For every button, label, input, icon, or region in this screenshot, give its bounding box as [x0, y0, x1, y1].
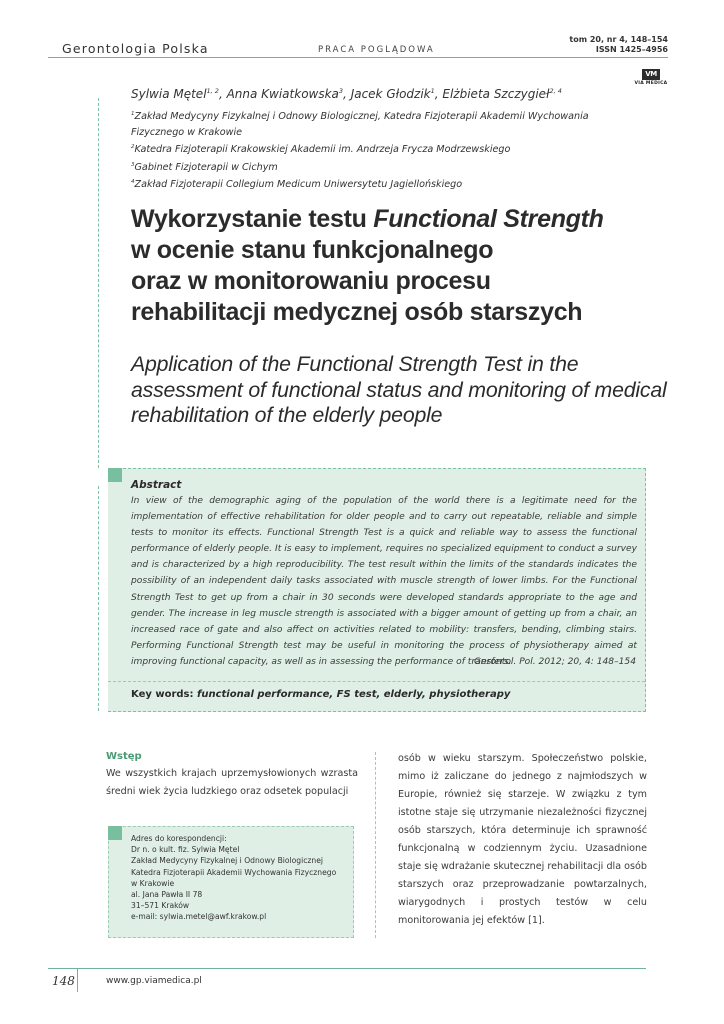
author-affiliation-ref: 2, 4: [549, 87, 562, 95]
title-italic-term: Functional Strength: [373, 205, 604, 233]
affiliation-number: 1: [131, 111, 135, 117]
author-name: Anna Kwiatkowska: [226, 87, 339, 101]
correspondence-line: al. Jana Pawła II 78: [131, 890, 203, 900]
keywords-label: Key words:: [131, 689, 197, 700]
margin-rule-lower: [98, 486, 99, 711]
title-line-1: [131, 204, 691, 235]
author-separator: ,: [434, 87, 443, 101]
body-column-right: osób w wieku starszym. Społeczeństwo polskie, mimo iż zaliczane do jednego z najmłodszych w Europie, również się starzeje. W związku z tym istotne staje się utrzymanie niezależności fizycznej osób starszych, która determinuje ich sprawność funkcjonalną w codziennym życiu. Uzasadnione staje się wdrażanie skutecznej rehabilitacji dla osób starszych oraz przeprowadzanie powtarzalnych, wiarygodnych i prostych testów w celu monitorowania jej efektów [1].: [398, 753, 647, 926]
affiliation: [131, 140, 621, 158]
issue-issn: ISSN 1425–4956: [595, 45, 668, 54]
abstract-citation: Gerontol. Pol. 2012; 20, 4: 148–154: [474, 657, 636, 667]
affiliation-text: Zakład Fizjoterapii Collegium Medicum Uniwersytetu Jagiellońskiego: [134, 179, 463, 191]
correspondence-line[interactable]: e-mail: sylwia.metel@awf.krakow.pl: [131, 912, 267, 922]
title-text: Wykorzystanie testu: [131, 205, 374, 233]
author-separator: ,: [343, 87, 351, 101]
issue-volume: tom 20, nr 4, 148–154: [569, 35, 668, 44]
correspondence-address: [131, 833, 351, 923]
body-column-left: We wszystkich krajach uprzemysłowionych wzrasta średni wiek życia ludzkiego oraz odsetek populacji: [106, 768, 358, 797]
title-line-4: rehabilitacji medycznej osób starszych: [131, 298, 583, 326]
issue-info: [569, 35, 668, 55]
affiliation-number: 3: [131, 161, 135, 168]
publisher-name: VIA MEDICA: [634, 81, 668, 86]
author-affiliation-ref: 1: [430, 87, 435, 95]
correspondence-heading: Adres do korespondencji:: [131, 834, 227, 843]
affiliation: [131, 158, 621, 176]
journal-url[interactable]: www.gp.viamedica.pl: [106, 976, 202, 986]
vm-logo-icon: VM: [642, 69, 660, 80]
page-number: 148: [52, 974, 75, 988]
affiliation-list: [131, 107, 621, 193]
author-affiliation-ref: 1, 2: [206, 87, 219, 95]
affiliation-number: 4: [131, 179, 135, 186]
title-line-3: oraz w monitorowaniu procesu: [131, 267, 491, 295]
margin-rule: [98, 98, 99, 468]
abstract-marker: [108, 468, 122, 482]
author-name: Jacek Głodzik: [350, 87, 431, 101]
title-line-2: w ocenie stanu funkcjonalnego: [131, 236, 494, 264]
header-rule: [48, 57, 668, 58]
article-type: PRACA POGLĄDOWA: [318, 45, 435, 55]
correspondence-line: w Krakowie: [131, 878, 175, 888]
author-affiliation-ref: 3: [338, 87, 344, 95]
footer-rule: [48, 968, 646, 969]
correspondence-line: Zakład Medycyny Fizykalnej i Odnowy Biologicznej: [131, 856, 323, 866]
column-divider: [375, 752, 376, 938]
affiliation-text: Katedra Fizjoterapii Krakowskiej Akademii im. Andrzeja Frycza Modrzewskiego: [134, 144, 511, 156]
abstract-text: In view of the demographic aging of the population of the world there is a legitimate need for the implementation of effective rehabilitation for older people and to carry out repeatable, reliable and simple tests to monitor its effects. Functional Strength Test is a quick and reliable way to assess the functional performance of elderly people. It is easy to implement, requires no specialized equipment to conduct a survey and is characterized by a high reproducibility. The test result within the limits of the standards indicates the possibility of an independent daily tasks associated with muscle strength of lower limbs. For the Functional Strength Test to get up from a chair in 30 seconds were developed standards appropriate to the age and gender. The increase in leg muscle strength is associated with a bigger amount of getting up from a chair, an increased race of gate and also affect on activities related to mobility: transfers, bending, climbing stairs. Performing Functional Strength test may be useful in monitoring the process of physiotherapy aimed at improving functional capacity, as well as in assessing the performance of transfers.: [131, 496, 637, 667]
affiliation: [131, 107, 621, 140]
article-title-english: Application of the Functional Strength Test in the assessment of functional status and monitoring of medical rehabilitation of the elderly people: [131, 352, 667, 427]
correspondence-marker: [108, 826, 122, 840]
author-separator: ,: [218, 87, 227, 101]
correspondence-line: 31–571 Kraków: [131, 901, 190, 911]
correspondence-line: Dr n. o kult. fiz. Sylwia Mętel: [131, 845, 240, 855]
author-name: Sylwia Mętel: [131, 87, 207, 101]
affiliation: [131, 175, 621, 193]
keywords-value: functional performance, FS test, elderly, physiotherapy: [197, 689, 511, 700]
section-heading: Wstęp: [106, 751, 142, 762]
affiliation-text: Zakład Medycyny Fizykalnej i Odnowy Biologicznej, Katedra Fizjoterapii Akademii Wychowania Fizycznego w Krakowie: [131, 111, 589, 138]
correspondence-line: Katedra Fizjoterapii Akademii Wychowania Fizycznego: [131, 867, 337, 877]
article-title-polish: [131, 204, 691, 328]
author-name: Elżbieta Szczygieł: [442, 87, 550, 101]
abstract-heading: Abstract: [131, 479, 182, 491]
affiliation-number: 2: [131, 144, 135, 150]
keywords: [131, 689, 510, 700]
author-list: [131, 87, 562, 101]
journal-name: Gerontologia Polska: [62, 41, 209, 56]
affiliation-text: Gabinet Fizjoterapii w Cichym: [134, 161, 278, 173]
publisher-logo: [634, 61, 668, 86]
footer-divider: [77, 968, 78, 992]
keywords-divider: [108, 681, 645, 682]
